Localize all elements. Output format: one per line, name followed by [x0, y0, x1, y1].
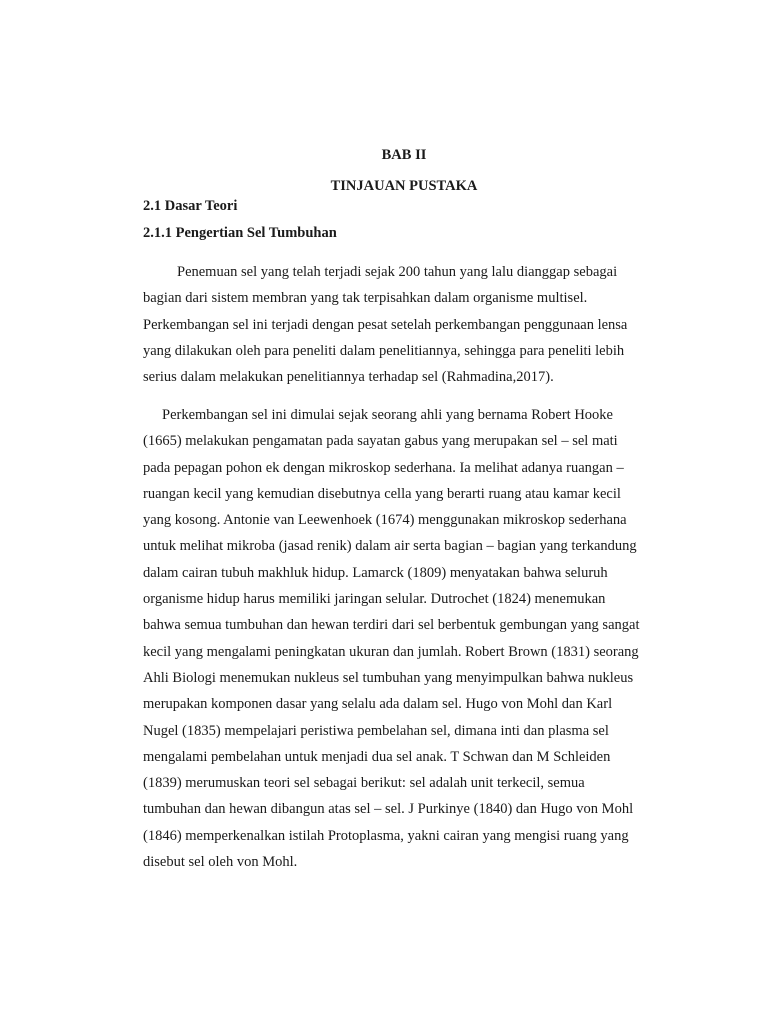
paragraph-line: ruangan kecil yang kemudian disebutnya cella yang berarti ruang atau kamar kecil [143, 485, 621, 502]
paragraph-line: tumbuhan dan hewan dibangun atas sel – sel. J Purkinye (1840) dan Hugo von Mohl [143, 801, 634, 818]
section-heading: 2.1 Dasar Teori [143, 198, 238, 214]
paragraph-line: organisme hidup harus memiliki jaringan selular. Dutrochet (1824) menemukan [143, 591, 606, 608]
paragraph-line: (1839) merumuskan teori sel sebagai berikut: sel adalah unit terkecil, semua [143, 775, 585, 792]
paragraph-line: Penemuan sel yang telah terjadi sejak 200 tahun yang lalu dianggap sebagai [177, 264, 618, 280]
paragraph-line: mengalami pembelahan untuk menjadi dua sel anak. T Schwan dan M Schleiden [143, 748, 611, 765]
paragraph-line: (1665) melakukan pengamatan pada sayatan gabus yang merupakan sel – sel mati [143, 433, 618, 450]
paragraph-line: Ahli Biologi menemukan nukleus sel tumbuhan yang menyimpulkan bahwa nukleus [143, 669, 634, 686]
paragraph-line: Perkembangan sel ini terjadi dengan pesat setelah perkembangan penggunaan lensa [143, 316, 628, 333]
paragraph-line: untuk melihat mikroba (jasad renik) dalam air serta bagian – bagian yang terkandung [143, 538, 637, 555]
paragraph-line: merupakan komponen dasar yang selalu ada dalam sel. Hugo von Mohl dan Karl [143, 696, 613, 713]
paragraph-line: bahwa semua tumbuhan dan hewan terdiri dari sel berbentuk gembungan yang sangat [143, 617, 640, 634]
paragraph-line: (1846) memperkenalkan istilah Protoplasma, yakni cairan yang mengisi ruang yang [143, 827, 629, 844]
paragraph-1 [143, 259, 663, 390]
chapter-number: BAB II [381, 147, 427, 163]
paragraph-line: serius dalam melakukan penelitiannya terhadap sel (Rahmadina,2017). [143, 369, 554, 386]
paragraph-line: dalam cairan tubuh makhluk hidup. Lamarck (1809) menyatakan bahwa seluruh [143, 564, 608, 581]
paragraph-line: yang dilakukan oleh para peneliti dalam penelitiannya, sehingga para peneliti lebih [143, 342, 625, 359]
paragraph-2 [143, 402, 663, 875]
paragraph-line: pada pepagan pohon ek dengan mikroskop sederhana. Ia melihat adanya ruangan – [143, 459, 624, 476]
paragraph-line: Nugel (1835) mempelajari peristiwa pembelahan sel, dimana inti dan plasma sel [143, 722, 609, 739]
paragraph-line: disebut sel oleh von Mohl. [143, 854, 298, 871]
paragraph-line: Perkembangan sel ini dimulai sejak seorang ahli yang bernama Robert Hooke [162, 407, 613, 423]
paragraph-line: kecil yang mengalami peningkatan ukuran dan jumlah. Robert Brown (1831) seorang [143, 643, 639, 660]
chapter-title: TINJAUAN PUSTAKA [330, 178, 478, 194]
paragraph-line: bagian dari sistem membran yang tak terpisahkan dalam organisme multisel. [143, 290, 588, 307]
subsection-heading: 2.1.1 Pengertian Sel Tumbuhan [143, 225, 337, 241]
paragraph-line: yang kosong. Antonie van Leewenhoek (1674) menggunakan mikroskop sederhana [143, 512, 627, 529]
